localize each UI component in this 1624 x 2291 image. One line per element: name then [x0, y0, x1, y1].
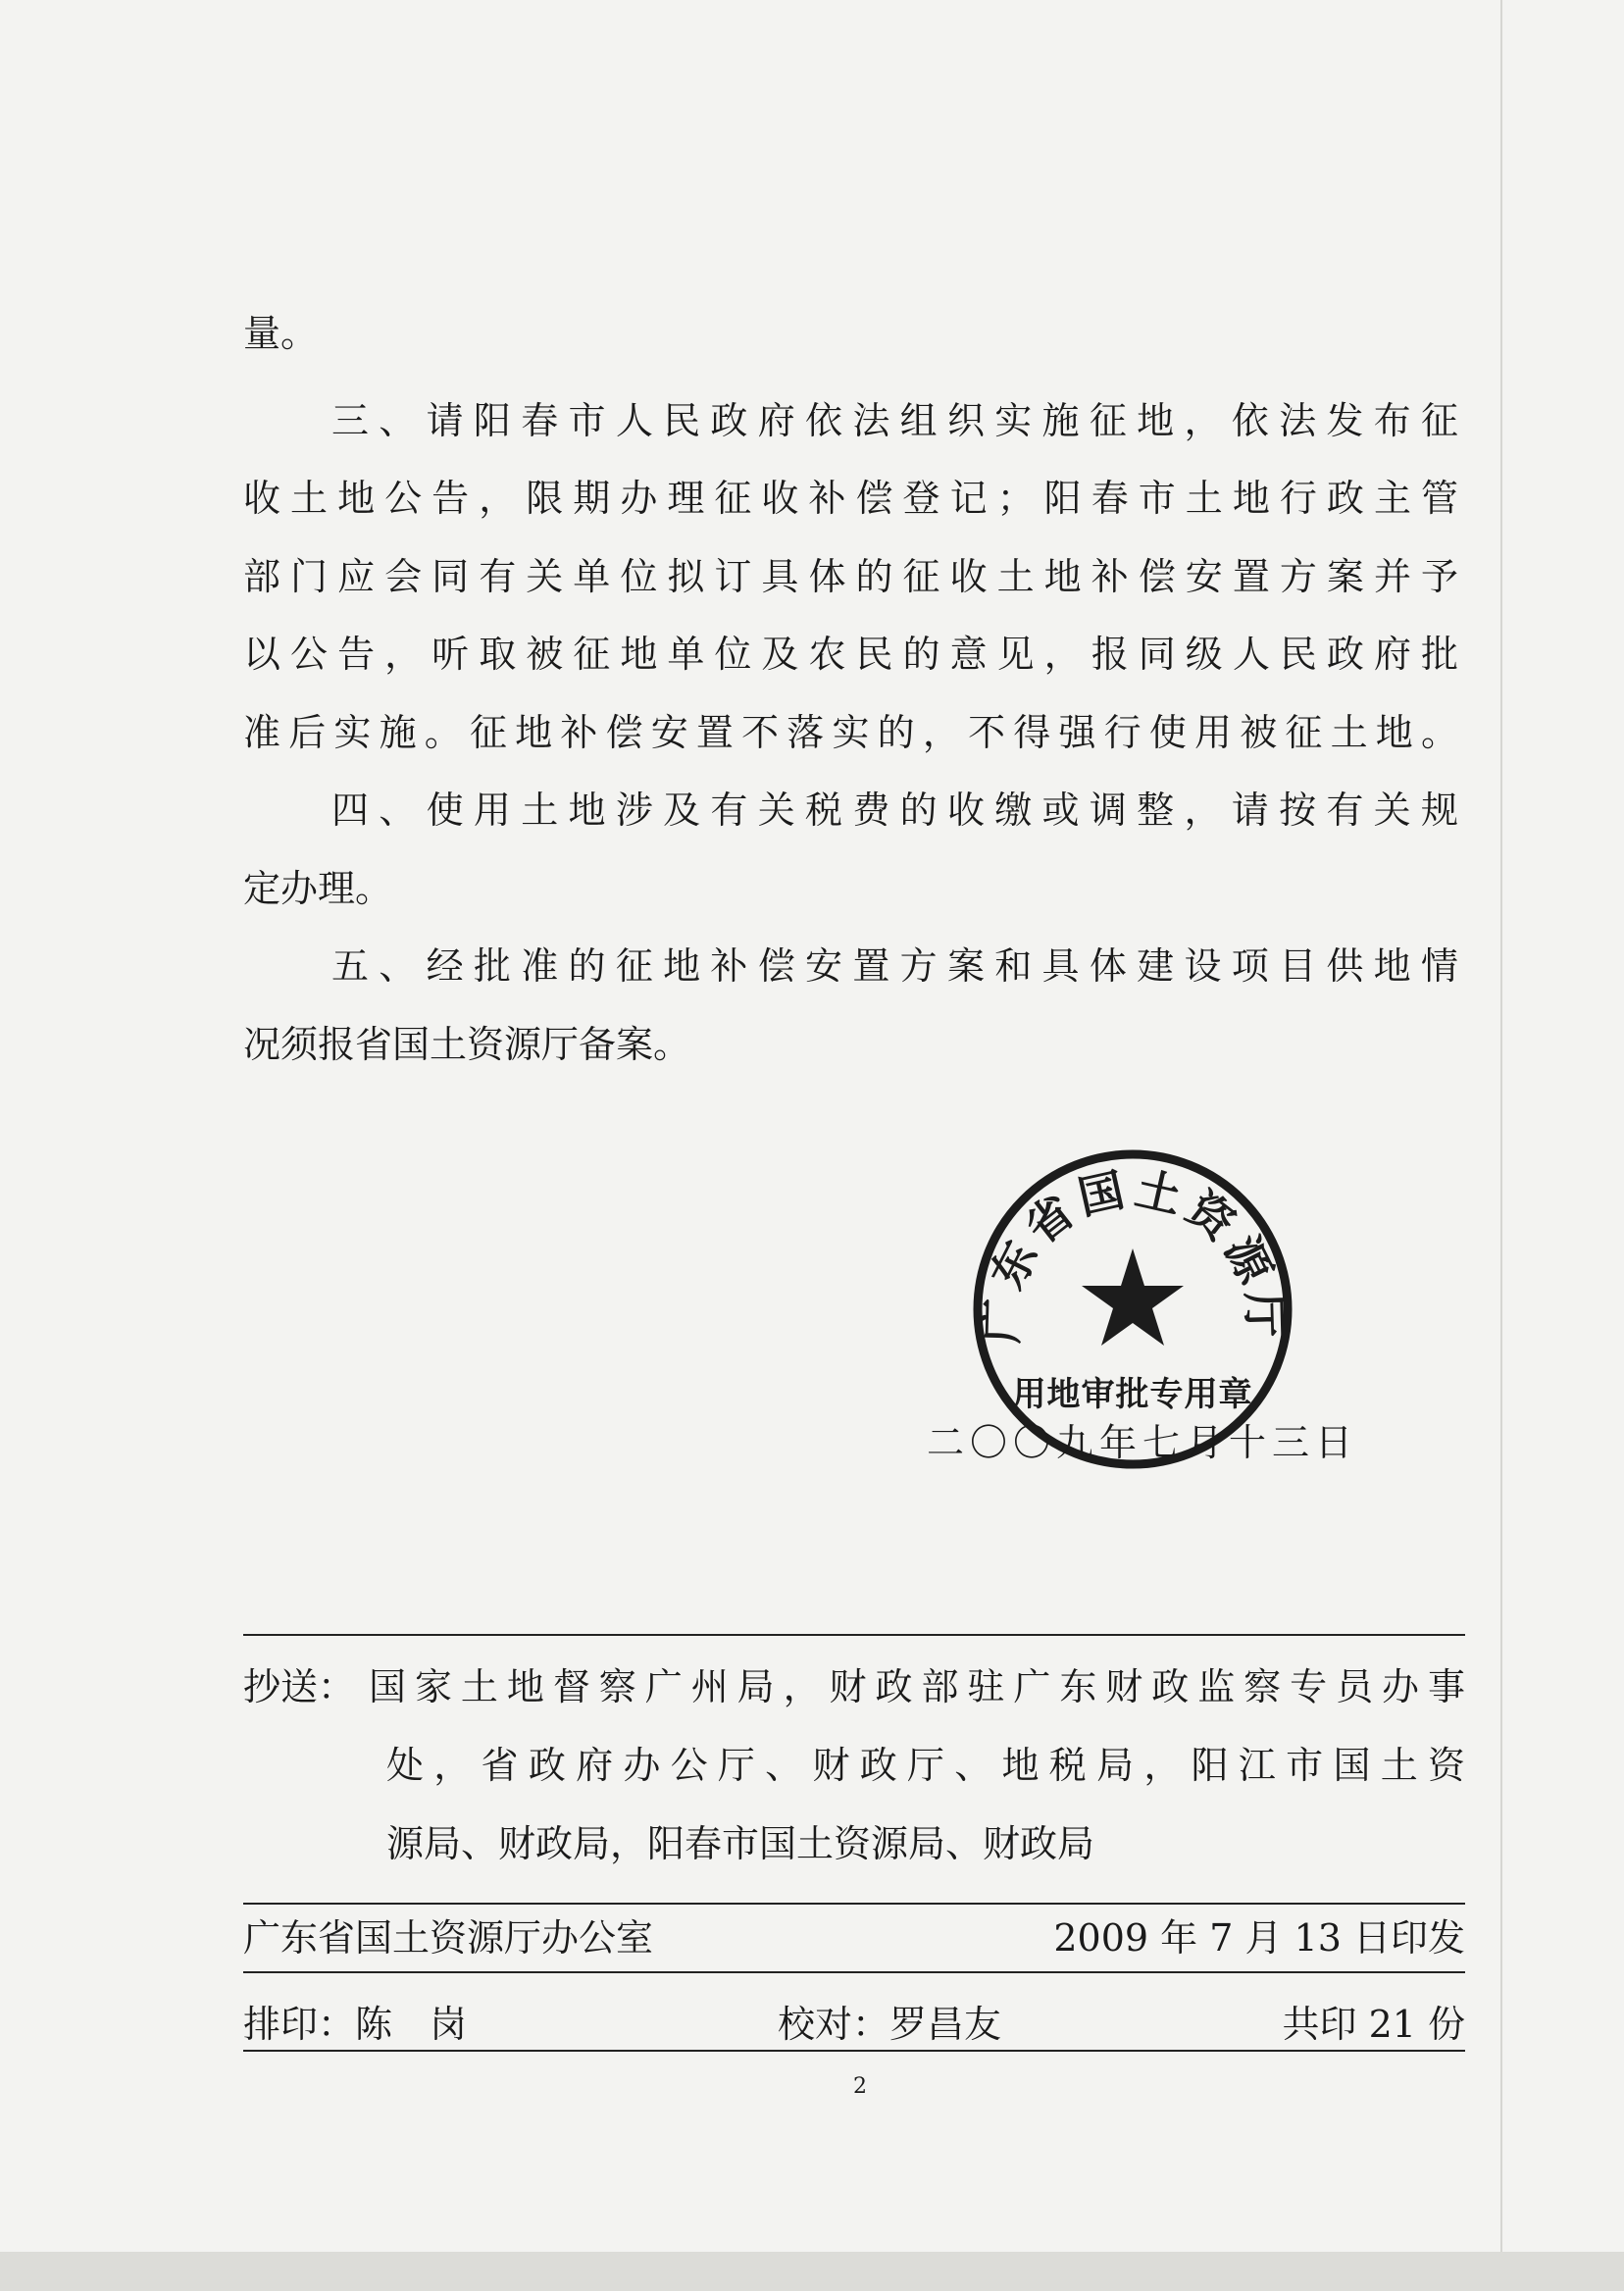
- cc-line: 国家土地督察广州局，财政部驻广东财政监察专员办事: [369, 1665, 1465, 1708]
- issuer-name: 广东省国土资源厅办公室: [243, 1916, 654, 1960]
- body-line: 以公告，听取被征地单位及农民的意见，报同级人民政府批: [243, 633, 1459, 676]
- print-info-row: [243, 1995, 1465, 2054]
- seal-star-icon: [1082, 1248, 1184, 1346]
- body-line: 五、经批准的征地补偿安置方案和具体建设项目供地情: [331, 944, 1459, 988]
- copies-count: 共印 21 份: [1282, 2003, 1465, 2046]
- scan-bottom-band: [0, 2252, 1624, 2291]
- body-line: 准后实施。征地补偿安置不落实的，不得强行使用被征土地。: [243, 711, 1459, 754]
- cc-line: 处，省政府办公厅、财政厅、地税局，阳江市国土资: [386, 1744, 1465, 1787]
- cc-line: 源局、财政局，阳春市国土资源局、财政局: [386, 1822, 1095, 1865]
- body-line: 收土地公告，限期办理征收补偿登记；阳春市土地行政主管: [243, 477, 1459, 520]
- page-number: 2: [853, 2074, 867, 2099]
- document-date: 二〇〇九年七月十三日: [927, 1421, 1359, 1464]
- divider-line: [243, 2050, 1465, 2052]
- svg-text:广东省国土资源厅: 广东省国土资源厅: [974, 1161, 1292, 1345]
- divider-line: [243, 1903, 1465, 1905]
- body-line: 部门应会同有关单位拟订具体的征收土地补偿安置方案并予: [243, 555, 1459, 598]
- body-line: 况须报省国土资源厅备案。: [243, 1023, 691, 1066]
- scan-edge-line: [1500, 0, 1502, 2291]
- issuer-row: [243, 1909, 1465, 1967]
- divider-line: [243, 1634, 1465, 1636]
- svg-text:用地审批专用章: 用地审批专用章: [1012, 1375, 1253, 1414]
- body-line: 三、请阳春市人民政府依法组织实施征地，依法发布征: [331, 399, 1459, 442]
- divider-line: [243, 1971, 1465, 1973]
- typist: 排印：陈 岗: [243, 2003, 468, 2046]
- body-line: 定办理。: [243, 867, 393, 910]
- issue-date: 2009 年 7 月 13 日印发: [1053, 1916, 1465, 1960]
- body-line: 四、使用土地涉及有关税费的收缴或调整，请按有关规: [331, 789, 1459, 832]
- body-line: 量。: [243, 312, 319, 355]
- cc-label: 抄送：: [243, 1665, 356, 1708]
- proofreader: 校对：罗昌友: [778, 2003, 1002, 2046]
